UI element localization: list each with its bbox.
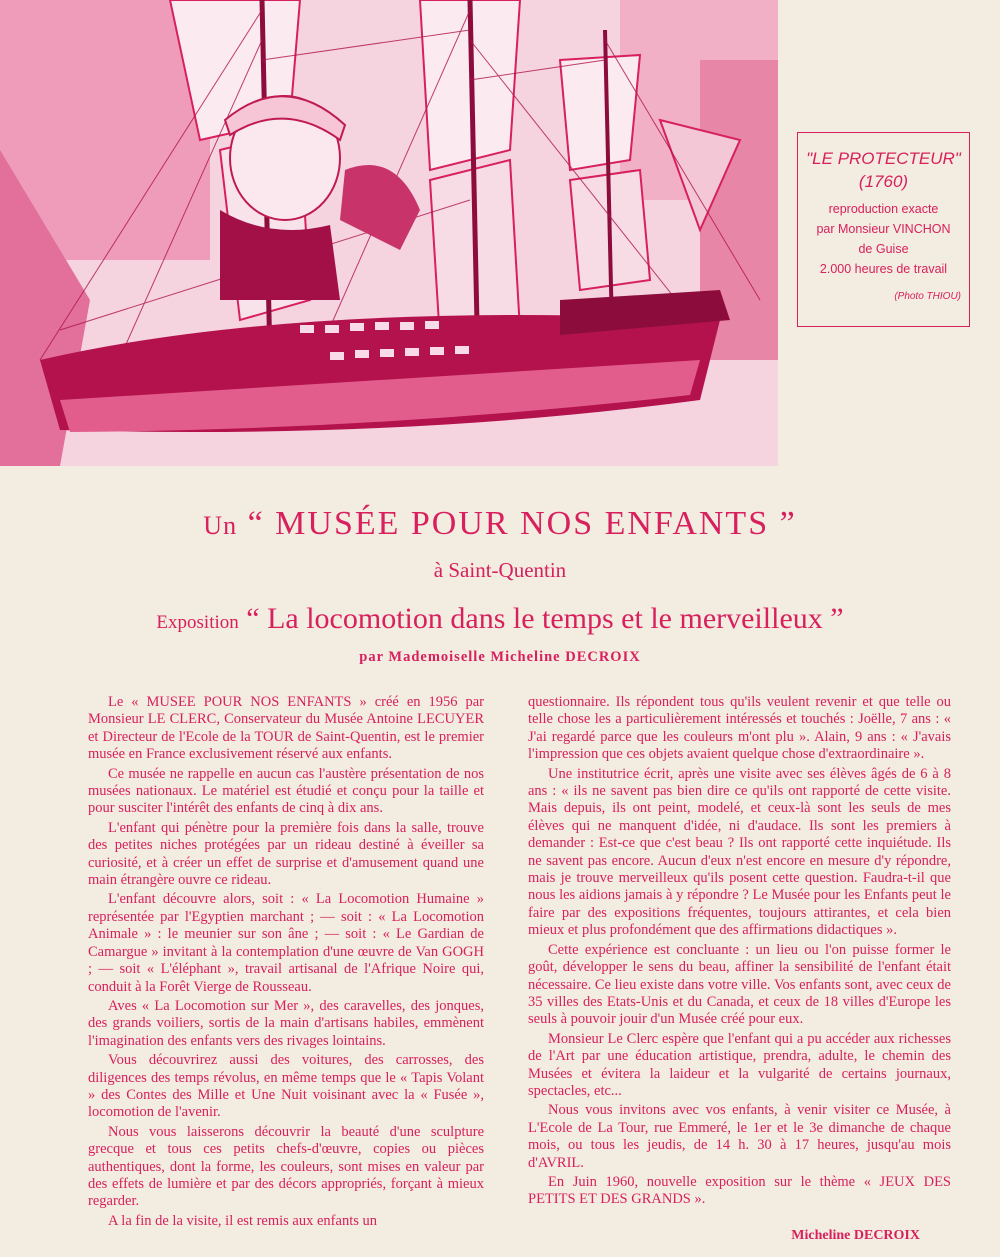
caption-line: par Monsieur VINCHON bbox=[816, 222, 951, 236]
paragraph: Aves « La Locomotion sur Mer », des caravelles, des jonques, des grands voiliers, sortis de la main d'artisans habiles, emmènent l'imagination des enfants vers des rivages lointains. bbox=[88, 997, 484, 1049]
caption-line: reproduction exacte bbox=[828, 202, 939, 216]
caption-year: (1760) bbox=[858, 172, 909, 191]
article-column-left bbox=[88, 694, 484, 1232]
paragraph: A la fin de la visite, il est remis aux enfants un bbox=[108, 1212, 377, 1229]
caption-line: 2.000 heures de travail bbox=[819, 262, 948, 276]
byline: par Mademoiselle Micheline DECROIX bbox=[359, 649, 641, 665]
ship-photo bbox=[0, 0, 778, 466]
article-column-right bbox=[528, 694, 951, 1211]
paragraph: Nous vous invitons avec vos enfants, à venir visiter ce Musée, à L'Ecole de La Tour, rue Emmeré, le 1er et le 3e dimanche de chaque mois, ou tous les jeudis, de 14 h. 30 à 17 heures, jusqu'au mois d'AVRIL. bbox=[528, 1102, 951, 1171]
paragraph: Ce musée ne rappelle en aucun cas l'austère présentation de nos musées nationaux. Le matériel est étudié et conçu pour la taille et pour susciter l'intérêt des enfants de cinq à dix ans. bbox=[88, 765, 484, 817]
author-signature: Micheline DECROIX bbox=[791, 1228, 920, 1243]
exhibition-name: “ La locomotion dans le temps et le merveilleux ” bbox=[246, 602, 844, 635]
paragraph: Cette expérience est concluante : un lieu ou l'on puisse former le goût, développer le sens du beau, affiner la sensibilité de l'enfant était nécessaire. Ce lieu existe dans votre ville. Vos enfants sont, avec ceux de 35 villes des Etats-Unis et du Canada, et ceux de 18 villes d'Europe les seuls à pouvoir jouir d'un Musée créé pour eux. bbox=[528, 941, 951, 1028]
paragraph: Une institutrice écrit, après une visite avec ses élèves âgés de 6 à 8 ans : « ils ne savent pas bien dire ce qu'ils ont rapporté de cette visite. Mais depuis, ils ont peint, modelé, et ceux-là sont les seuls de mes élèves qui ne manquent d'idée, ni d'audace. Ils sont les premiers à demander : Est-ce que c'est beau ? Ils ont rapporté cette inquiétude. Ils ne savent pas encore. Aucun d'eux n'est encore en mesure d'y répondre, mais je trouve merveilleux qu'ils posent cette question. Faudra-t-il que nous les aidions jamais à y répondre ? Le Musée pour les Enfants peut le faire par des expositions fréquentes, toujours attirantes, et cela bien mieux et plus profondément que des affirmations didactiques ». bbox=[528, 765, 951, 939]
paragraph: questionnaire. Ils répondent tous qu'ils veulent revenir et que telle ou telle chose les a particulièrement intéressés et touchés : Joëlle, 7 ans : « J'ai regardé parce que les couleurs m'ont plu ». Alain, 9 ans : « J'avais l'impression que ces objets avaient quelque chose d'extraordinaire ». bbox=[528, 694, 951, 763]
photo-caption bbox=[797, 132, 970, 327]
exhibition-title bbox=[0, 597, 1000, 645]
ship-model-illustration bbox=[0, 0, 778, 466]
paragraph: En Juin 1960, nouvelle exposition sur le thème « JEUX DES PETITS ET DES GRANDS ». bbox=[528, 1173, 951, 1208]
paragraph: L'enfant qui pénètre pour la première fois dans la salle, trouve des petites niches protégées par un rideau destiné à éveiller sa curiosité, et à créer un effet de surprise et d'amusement quand une main étrangère ouvre ce rideau. bbox=[88, 819, 484, 889]
title-prefix: Un bbox=[203, 511, 238, 540]
paragraph: Monsieur Le Clerc espère que l'enfant qui a pu accéder aux richesses de l'Art par une éducation artistique, prendra, adulte, le chemin des Musées et évitera la laideur et la vulgarité de certains journaux, spectacles, etc... bbox=[528, 1030, 951, 1099]
page-title bbox=[0, 502, 1000, 548]
paragraph: L'enfant découvre alors, soit : « La Locomotion Humaine » représentée par l'Egyptien marchant ; — soit : « La Locomotion Animale » : le meunier sur son âne ; — soit : « Le Gardian de Camargue » invitant à la contemplation d'une œuvre de Van GOGH ; — soit « L'éléphant », travail artisanal de l'Afrique Noire qui, conduit à la Forêt Vierge de Rousseau. bbox=[88, 891, 484, 995]
exhibition-prefix: Exposition bbox=[156, 612, 239, 633]
paragraph: Le « MUSEE POUR NOS ENFANTS » créé en 1956 par Monsieur LE CLERC, Conservateur du Musée Antoine LECUYER et Directeur de l'Ecole de la TOUR de Saint-Quentin, est le premier musée en France exclusivement réservé aux enfants. bbox=[88, 694, 484, 763]
caption-line: de Guise bbox=[858, 242, 909, 256]
title-main: “ MUSÉE POUR NOS ENFANTS ” bbox=[247, 505, 797, 542]
photo-credit: (Photo THIOU) bbox=[894, 291, 961, 302]
paragraph: Vous découvrirez aussi des voitures, des carrosses, des diligences des temps révolus, en même temps que le « Tapis Volant » des Contes des Mille et Une Nuit voisinant avec la « Fusée », locomotion de l'avenir. bbox=[88, 1052, 484, 1121]
caption-title: "LE PROTECTEUR" bbox=[806, 149, 961, 168]
subtitle-place: à Saint-Quentin bbox=[433, 558, 567, 582]
paragraph: Nous vous laisserons découvrir la beauté d'une sculpture grecque et tous ces petits chefs-d'œuvre, copies ou pièces authentiques, dont la forme, les couleurs, sont mises en valeur par des effets de lumière et par des décors appropriés, forçant à mieux regarder. bbox=[88, 1123, 484, 1210]
